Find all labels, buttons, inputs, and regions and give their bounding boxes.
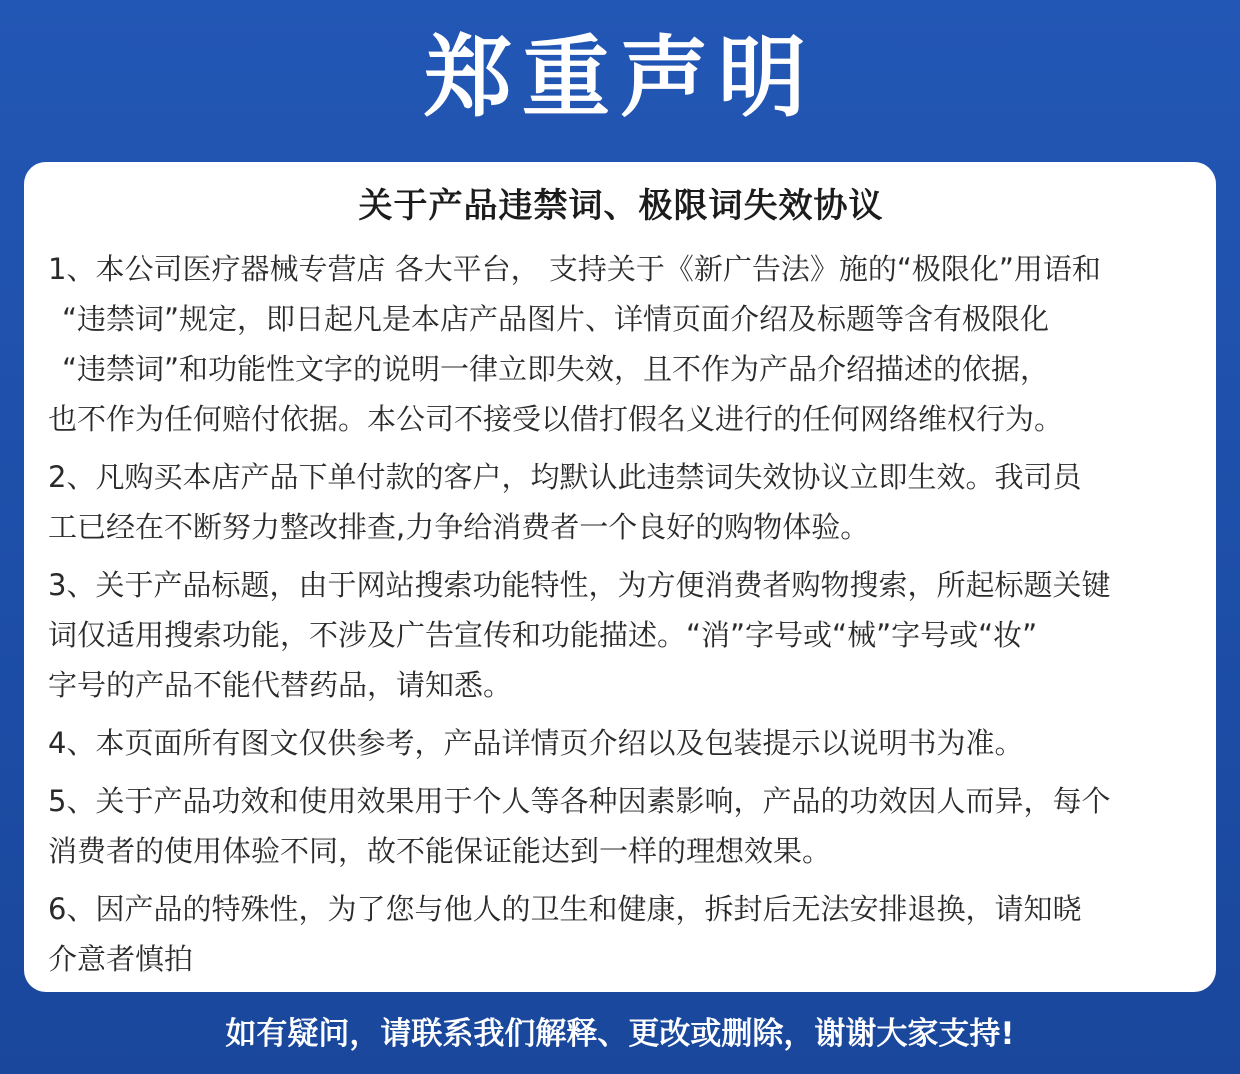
page-title: 郑重声明 <box>423 26 816 129</box>
clause-line: 6、因产品的特殊性，为了您与他人的卫生和健康，拆封后无法安排退换，请知晓 <box>48 892 1082 926</box>
statement-card <box>24 162 1216 992</box>
clause-line: 词仅适用搜索功能，不涉及广告宣传和功能描述。“消”字号或“械”字号或“妆” <box>48 618 1038 652</box>
clause-3 <box>48 560 1194 710</box>
clause-line: 也不作为任何赔付依据。本公司不接受以借打假名义进行的任何网络维权行为。 <box>48 402 1064 436</box>
clause-6 <box>48 884 1194 984</box>
clause-2 <box>48 452 1194 552</box>
clause-line: “违禁词”规定，即日起凡是本店产品图片、详情页面介绍及标题等含有极限化 <box>62 302 1050 336</box>
clause-line: 工已经在不断努力整改排查,力争给消费者一个良好的购物体验。 <box>48 510 870 544</box>
footer-note: 如有疑问，请联系我们解释、更改或删除，谢谢大家支持! <box>225 1016 1015 1052</box>
clause-line: 4、本页面所有图文仅供参考，产品详情页介绍以及包装提示以说明书为准。 <box>48 726 1024 760</box>
clause-line: 字号的产品不能代替药品，请知悉。 <box>48 668 513 702</box>
clause-4 <box>48 718 1194 768</box>
clause-line: “违禁词”和功能性文字的说明一律立即失效，且不作为产品介绍描述的依据， <box>62 352 1050 386</box>
clause-1 <box>48 244 1194 444</box>
clause-line: 2、凡购买本店产品下单付款的客户，均默认此违禁词失效协议立即生效。我司员 <box>48 460 1082 494</box>
clause-5 <box>48 776 1194 876</box>
card-title: 关于产品违禁词、极限词失效协议 <box>358 186 884 226</box>
clause-line: 1、本公司医疗器械专营店 各大平台， 支持关于《新广告法》施的“极限化”用语和 <box>48 252 1101 286</box>
clause-line: 介意者慎拍 <box>48 942 194 976</box>
clause-line: 3、关于产品标题，由于网站搜索功能特性，为方便消费者购物搜索，所起标题关键 <box>48 568 1111 602</box>
clause-line: 5、关于产品功效和使用效果用于个人等各种因素影响，产品的功效因人而异，每个 <box>48 784 1111 818</box>
clause-line: 消费者的使用体验不同，故不能保证能达到一样的理想效果。 <box>48 834 832 868</box>
